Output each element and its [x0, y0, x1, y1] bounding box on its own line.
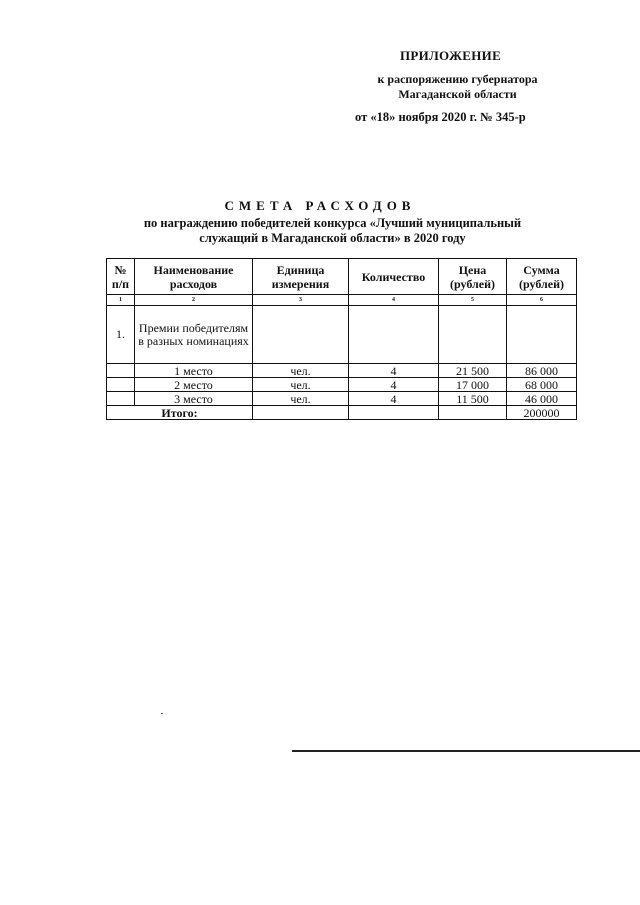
- column-number: 4: [349, 295, 439, 306]
- row-name: 3 место: [135, 392, 253, 406]
- estimate-table: [106, 258, 577, 420]
- appendix-reference-line1: к распоряжению губернатора: [377, 72, 538, 86]
- total-sum: 200000: [507, 406, 577, 420]
- row-qty: 4: [349, 392, 439, 406]
- document-subtitle-line2: служащий в Магаданской области» в 2020 году: [199, 231, 466, 245]
- total-label: Итого:: [107, 406, 253, 420]
- row-unit: чел.: [253, 378, 349, 392]
- document-subtitle: [95, 216, 570, 246]
- category-num: 1.: [107, 306, 135, 364]
- appendix-reference: [350, 72, 565, 102]
- empty-cell: [107, 364, 135, 378]
- row-sum: 46 000: [507, 392, 577, 406]
- empty-cell: [507, 306, 577, 364]
- column-number: 6: [507, 295, 577, 306]
- appendix-date: от «18» ноября 2020 г. № 345-р: [355, 110, 526, 124]
- empty-cell: [253, 406, 349, 420]
- empty-cell: [439, 406, 507, 420]
- empty-cell: [253, 306, 349, 364]
- column-numbers-row: [107, 295, 577, 306]
- table-row: [107, 378, 577, 392]
- table-row: [107, 364, 577, 378]
- column-number: 5: [439, 295, 507, 306]
- empty-cell: [107, 378, 135, 392]
- empty-cell: [107, 392, 135, 406]
- header-qty: Количество: [349, 259, 439, 295]
- header-name: Наименование расходов: [135, 259, 253, 295]
- appendix-title: ПРИЛОЖЕНИЕ: [400, 48, 502, 63]
- scan-artifact-line: [292, 750, 640, 752]
- document-title: СМЕТА РАСХОДОВ: [224, 198, 416, 213]
- empty-cell: [349, 306, 439, 364]
- row-qty: 4: [349, 364, 439, 378]
- row-name: 2 место: [135, 378, 253, 392]
- row-sum: 86 000: [507, 364, 577, 378]
- category-row: [107, 306, 577, 364]
- document-subtitle-line1: по награждению победителей конкурса «Лучший муниципальный: [143, 216, 522, 230]
- column-number: 1: [107, 295, 135, 306]
- row-price: 21 500: [439, 364, 507, 378]
- row-qty: 4: [349, 378, 439, 392]
- row-unit: чел.: [253, 364, 349, 378]
- table-row: [107, 392, 577, 406]
- row-unit: чел.: [253, 392, 349, 406]
- total-row: [107, 406, 577, 420]
- header-num: № п/п: [107, 259, 135, 295]
- row-price: 17 000: [439, 378, 507, 392]
- row-price: 11 500: [439, 392, 507, 406]
- column-number: 2: [135, 295, 253, 306]
- row-name: 1 место: [135, 364, 253, 378]
- appendix-reference-line2: Магаданской области: [398, 87, 517, 101]
- empty-cell: [439, 306, 507, 364]
- scan-artifact-dot: [161, 713, 163, 714]
- category-name: Премии победителям в разных номинациях: [135, 306, 253, 364]
- empty-cell: [349, 406, 439, 420]
- column-number: 3: [253, 295, 349, 306]
- row-sum: 68 000: [507, 378, 577, 392]
- header-sum: Сумма (рублей): [507, 259, 577, 295]
- header-unit: Единица измерения: [253, 259, 349, 295]
- header-price: Цена (рублей): [439, 259, 507, 295]
- table-header-row: [107, 259, 577, 295]
